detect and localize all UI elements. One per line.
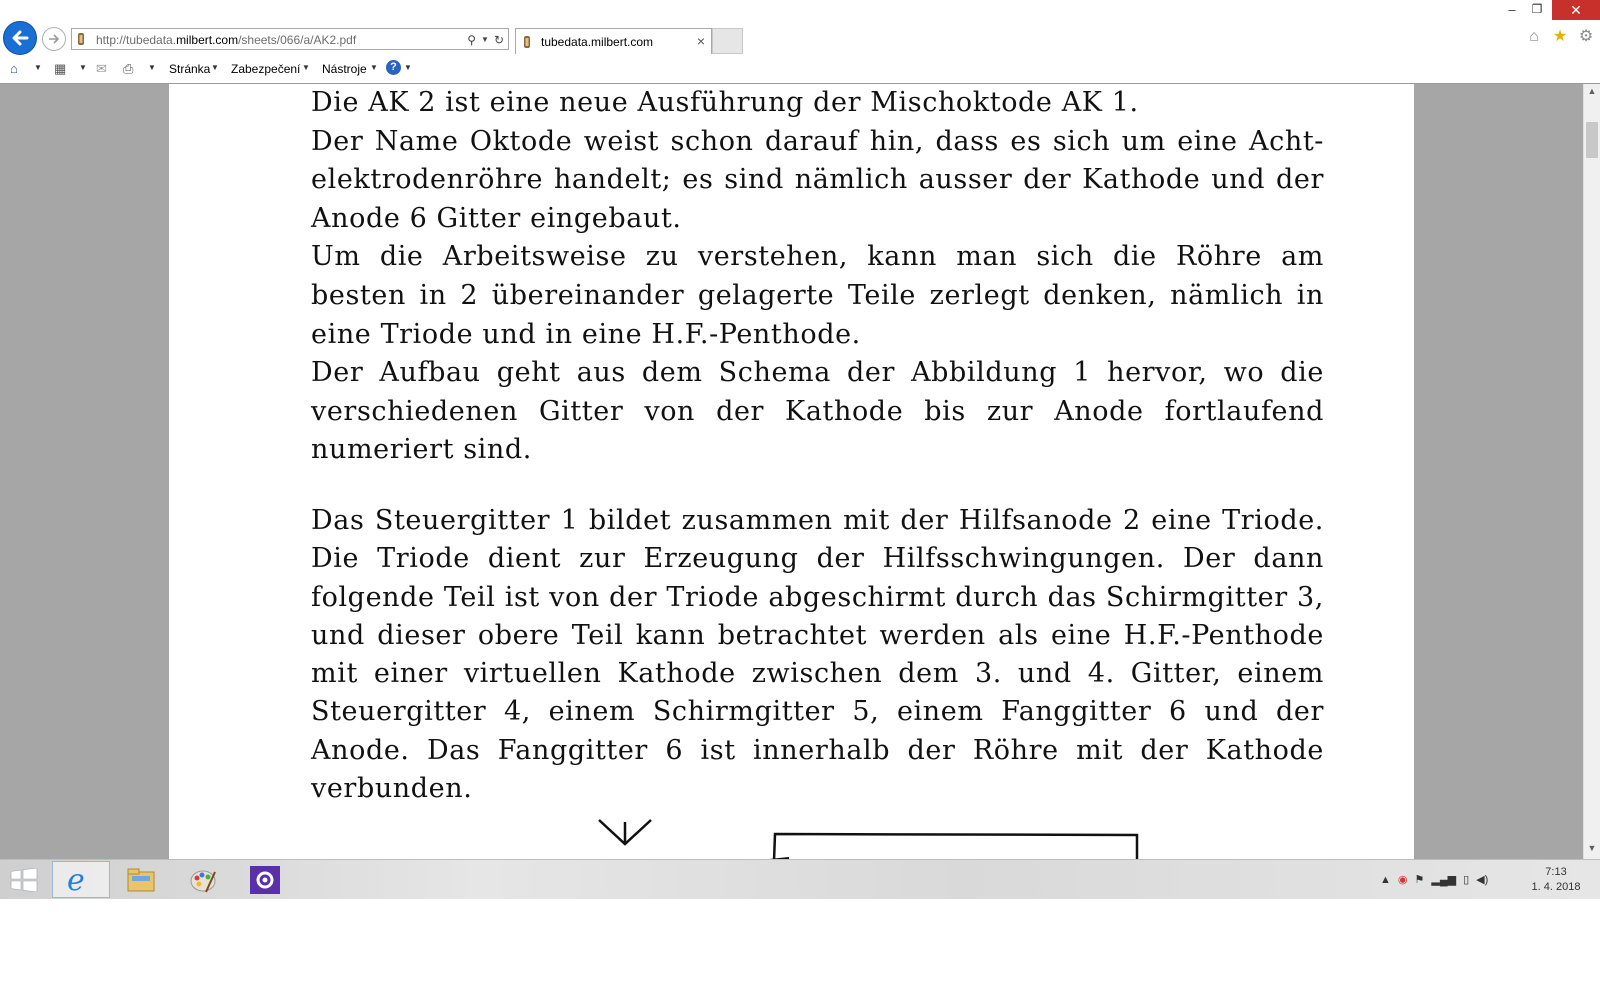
forward-button[interactable] <box>42 27 66 51</box>
action-center-icon[interactable]: ⚑ <box>1414 874 1425 886</box>
tools-menu[interactable]: Nástroje <box>322 62 367 76</box>
address-bar[interactable] <box>71 28 509 50</box>
tab-favicon-icon <box>522 35 532 49</box>
close-window-button[interactable]: ✕ <box>1552 0 1600 20</box>
windows-logo-icon[interactable] <box>10 868 38 892</box>
print-dropdown-icon[interactable]: ▼ <box>148 63 156 72</box>
doc-paragraph-oktode: Der Name Oktode weist schon darauf hin, dass es sich um eine Acht-elektrodenröhre handelt; es sind nämlich ausser der Kathode und der Anode 6 Gitter eingebaut. <box>311 125 1324 234</box>
minimize-button[interactable]: – <box>1508 2 1516 17</box>
page-menu-dropdown-icon[interactable]: ▼ <box>211 63 219 72</box>
scroll-thumb[interactable] <box>1586 122 1598 158</box>
restore-button[interactable]: ❐ <box>1531 2 1543 16</box>
doc-paragraph-intro: Die AK 2 ist eine neue Ausführung der Mischoktode AK 1. <box>311 87 1139 118</box>
mail-icon[interactable]: ✉ <box>96 61 107 76</box>
feeds-dropdown-icon[interactable]: ▼ <box>79 63 87 72</box>
home-dropdown-icon[interactable]: ▼ <box>34 63 42 72</box>
taskbar-clock[interactable] <box>1520 865 1592 895</box>
help-icon[interactable]: ? <box>386 60 401 75</box>
tab-title: tubedata.milbert.com <box>541 35 654 49</box>
scroll-up-icon[interactable]: ▲ <box>1587 86 1597 96</box>
network-icon[interactable]: ▂▄▆ <box>1431 874 1457 886</box>
tray-app-icon[interactable]: ◉ <box>1397 874 1408 886</box>
system-tray <box>1380 873 1488 886</box>
home-icon[interactable]: ⌂ <box>10 61 18 76</box>
browser-titlebar <box>0 0 1600 54</box>
doc-paragraph-aufbau: Der Aufbau geht aus dem Schema der Abbildung 1 hervor, wo die verschiedenen Gitter von der Kathode bis zur Anode fortlaufend numeriert sind. <box>311 357 1324 466</box>
feeds-icon[interactable]: ▦ <box>54 61 67 76</box>
tray-expand-icon[interactable]: ▲ <box>1380 873 1391 886</box>
taskbar-ie-button[interactable] <box>52 861 110 898</box>
new-tab-button[interactable] <box>712 28 743 54</box>
security-menu[interactable]: Zabezpečení <box>231 62 301 76</box>
vertical-scrollbar[interactable] <box>1583 84 1600 859</box>
tab-active[interactable] <box>515 28 712 54</box>
command-bar <box>0 56 1600 84</box>
security-menu-dropdown-icon[interactable]: ▼ <box>302 63 310 72</box>
print-icon[interactable]: ⎙ <box>123 61 134 76</box>
gear-icon[interactable]: ⚙ <box>1578 28 1594 45</box>
search-icon[interactable]: ⚲ <box>467 33 477 47</box>
pdf-page <box>169 84 1414 859</box>
search-dropdown-icon[interactable]: ▼ <box>481 35 489 44</box>
volume-icon[interactable]: ◀) <box>1476 874 1489 886</box>
star-icon[interactable]: ★ <box>1552 28 1568 45</box>
doc-paragraph-steuergitter: Das Steuergitter 1 bildet zusammen mit der Hilfsanode 2 eine Triode. Die Triode dient zur Erzeugung der Hilfsschwingungen. Der dann folgende Teil ist von der Triode abgeschirmt durch das Schirmgitter 3, und dieser obere Teil kann betrachtet werden als eine H.F.-Penthode mit einer virtuellen Kathode zwischen dem 3. und 4. Gitter, einem Steuergitter 4, einem Schirmgitter 5, einem Fanggitter 6 und der Anode. Das Fanggitter 6 ist innerhalb der Röhre mit der Kathode verbunden. <box>311 505 1324 805</box>
tools-menu-dropdown-icon[interactable]: ▼ <box>370 63 378 72</box>
ie-icon: e <box>67 863 85 898</box>
pdf-viewer[interactable] <box>0 84 1600 859</box>
forward-icon <box>47 32 61 46</box>
paint-icon[interactable] <box>188 866 218 894</box>
doc-paragraph-arbeitsweise: Um die Arbeitsweise zu verstehen, kann man sich die Röhre am besten in 2 übereinander gelagerte Teile zerlegt denken, nämlich in eine Triode und in eine H.F.-Penthode. <box>311 241 1324 350</box>
tab-close-icon[interactable]: × <box>696 33 705 49</box>
home-icon[interactable]: ⌂ <box>1529 28 1539 45</box>
back-button[interactable] <box>3 21 37 55</box>
scroll-down-icon[interactable]: ▼ <box>1587 843 1597 853</box>
screen-blank-area <box>0 899 1600 981</box>
document-section-2 <box>311 502 1324 808</box>
help-dropdown-icon[interactable]: ▼ <box>404 63 412 72</box>
settings-app-icon[interactable] <box>250 866 280 894</box>
battery-icon[interactable]: ▯ <box>1463 874 1470 886</box>
refresh-icon[interactable]: ↻ <box>493 33 504 47</box>
windows-taskbar <box>0 859 1600 899</box>
folder-icon[interactable] <box>126 866 156 894</box>
address-url[interactable]: http://tubedata.milbert.com/sheets/066/a/AK2.pdf <box>96 33 357 47</box>
clock-time: 7:13 <box>1545 866 1567 878</box>
document-section-1 <box>311 84 1324 470</box>
page-menu[interactable]: Stránka <box>169 62 211 76</box>
page-favicon-icon <box>76 32 86 46</box>
back-icon <box>10 28 30 48</box>
tube-schematic-figure <box>589 816 1189 859</box>
clock-date: 1. 4. 2018 <box>1531 881 1581 893</box>
